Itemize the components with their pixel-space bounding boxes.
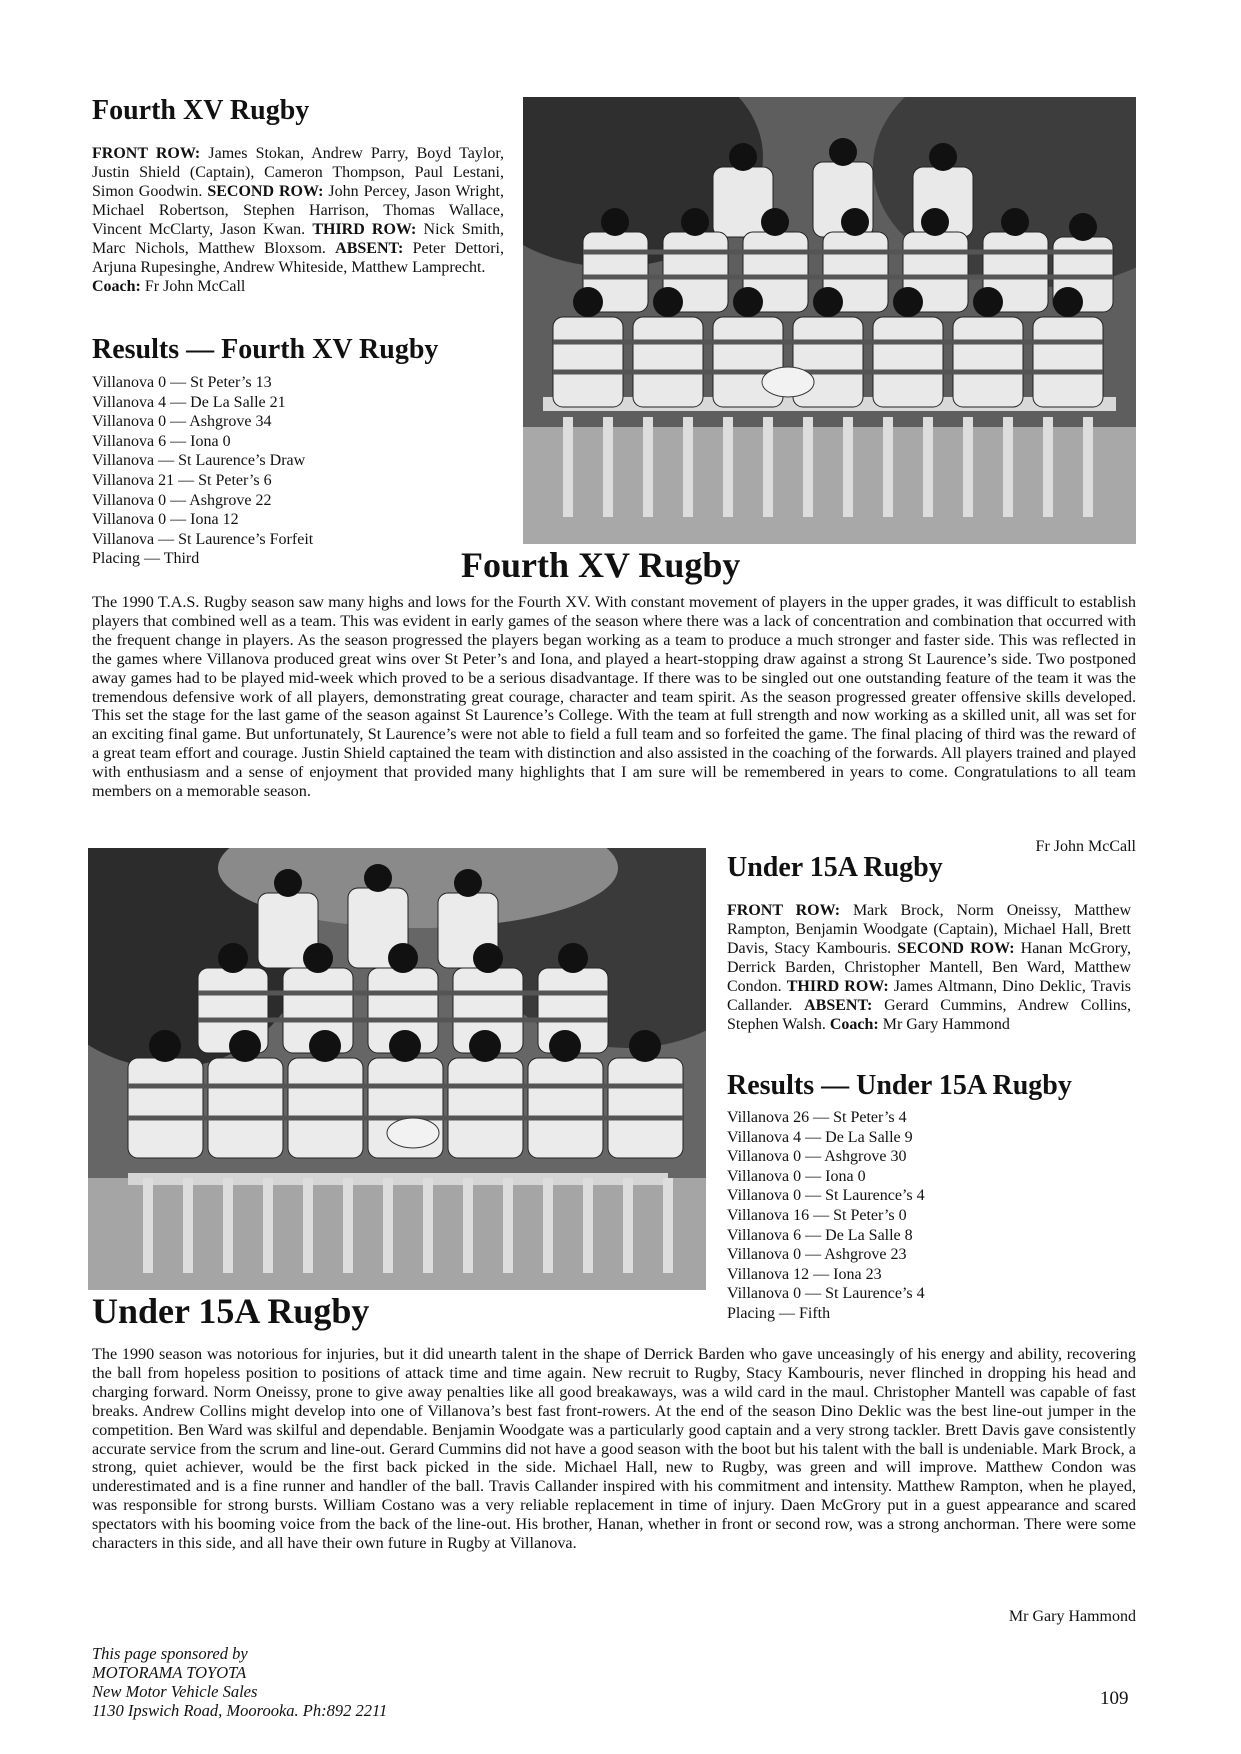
coach-label: Coach: <box>92 278 141 295</box>
result-item: Villanova 6 — Iona 0 <box>92 432 231 450</box>
sponsor-line: New Motor Vehicle Sales <box>92 1682 258 1701</box>
sponsor-name: MOTORAMA TOYOTA <box>92 1663 247 1682</box>
result-item: Placing — Third <box>92 550 200 568</box>
under-15a-signature: Mr Gary Hammond <box>1008 1608 1136 1625</box>
coach-label: Coach: <box>829 1016 879 1033</box>
absent-label: ABSENT: <box>804 997 873 1014</box>
under-15a-heading: Under 15A Rugby <box>727 852 943 883</box>
result-item: Villanova 0 — Ashgrove 30 <box>727 1148 907 1166</box>
front-row-label: FRONT ROW: <box>92 145 201 162</box>
coach-name: Mr Gary Hammond <box>878 1016 1010 1033</box>
coach-name: Fr John McCall <box>140 278 246 295</box>
under-15a-report: The 1990 season was notorious for injuries, but it did unearth talent in the shape of Derrick Barden who gave unceasingly of his energy and ability, recovering the ball from hopeless position to positions of attack time and time again. New recruit to Rugby, Stacy Kambouris, never flinched in dropping his head and charging forward. Norm Oneissy, prone to give away penalties like all good breakaways, was a wild card in the maul. Christopher Mantell was capable of fast breaks. Andrew Collins might develop into one of Villanova’s best fast front-rowers. At the end of the season Dino Deklic was the best line-out jumper in the competition. Ben Ward was skilful and dependable. Benjamin Woodgate was a particularly good captain and a very strong tackler. Brett Davis gave consistently accurate service from the scrum and line-out. Gerard Cummins did not have a good season with the boot but his talent with the ball is undeniable. Mark Brock, a strong, quiet achiever, would be the first back picked in the side. Michael Hall, new to Rugby, was green and will improve. Matthew Condon was underestimated and is a fine runner and handler of the ball. Travis Callander inspired with his commitment and intensity. Matthew Rampton, when he played, was responsible for strong bursts. William Costano was a very reliable replacement in time of injury. Daen McGrory put in a guest appearance and scared spectators with his booming voice from the back of the line-out. His brother, Hanan, whether in front or second row, was a strong anchorman. There were some characters in this side, and all have their own future in Rugby at Villanova. <box>92 1345 1136 1553</box>
result-item: Villanova 4 — De La Salle 9 <box>727 1128 913 1146</box>
third-row-label: THIRD ROW: <box>786 978 889 995</box>
result-item: Villanova 0 — Iona 0 <box>727 1167 866 1185</box>
result-item: Villanova 16 — St Peter’s 0 <box>727 1206 907 1224</box>
team-photo-illustration <box>88 848 706 1290</box>
result-item: Villanova 0 — St Laurence’s 4 <box>727 1285 925 1303</box>
sponsor-line: This page sponsored by <box>92 1644 248 1663</box>
fourth-xv-report: The 1990 T.A.S. Rugby season saw many highs and lows for the Fourth XV. With constant movement of players in the upper grades, it was difficult to establish players that combined well as a team. This was evident in early games of the season where there was a lack of concentration and combination that occurred with the frequent change in players. As the season progressed the players began working as a team to produce a much stronger and faster side. This was reflected in the games where Villanova produced great wins over St Peter’s and Iona, and played a heart-stopping draw against a strong St Laurence’s side. Two postponed away games had to be played mid-week which proved to be a serious disadvantage. If there was to be singled out one outstanding feature of the team it was the tremendous defensive work of all players, demonstrating great courage, character and team spirit. As the season progressed greater offensive skills developed. This set the stage for the last game of the season against St Laurence’s College. With the team at full strength and now working as a skilled unit, all was set for an exciting final game. But unfortunately, St Laurence’s were not able to field a full team and so forfeited the game. The final placing of third was the reward of a great team effort and courage. Justin Shield captained the team with distinction and also assisted in the coaching of the forwards. All players trained and played with enthusiasm and a sense of enjoyment that provided many highlights that I am sure will be remembered in years to come. Congratulations to all team members on a memorable season. <box>92 593 1136 801</box>
absent-names: Gerard Cummins, Andrew Collins, Stephen Walsh. <box>727 997 1131 1033</box>
result-item: Villanova 0 — St Peter’s 13 <box>92 374 272 391</box>
under-15a-photo-caption: Under 15A Rugby <box>92 1291 370 1331</box>
result-item: Placing — Fifth <box>727 1304 831 1322</box>
second-row-names: John Percey, Jason Wright, Michael Robertson, Stephen Harrison, Thomas Wallace, Vincent McClarty, Jason Kwan. <box>92 183 505 238</box>
team-photo-illustration <box>523 97 1136 544</box>
second-row-label: SECOND ROW: <box>897 940 1015 957</box>
result-item: Villanova 26 — St Peter’s 4 <box>727 1109 907 1126</box>
result-item: Villanova 0 — Ashgrove 34 <box>92 413 272 431</box>
fourth-xv-results-heading: Results — Fourth XV Rugby <box>92 334 439 365</box>
fourth-xv-signature: Fr John McCall <box>1035 838 1136 855</box>
under-15a-roster <box>727 901 1131 1034</box>
fourth-xv-roster <box>92 144 504 296</box>
third-row-names: James Altmann, Dino Deklic, Travis Callander. <box>727 978 1131 1014</box>
absent-names: Peter Dettori, Arjuna Rupesinghe, Andrew Whiteside, Matthew Lamprecht. <box>92 240 504 276</box>
page-number: 109 <box>1100 1688 1129 1709</box>
front-row-label: FRONT ROW: <box>727 902 841 919</box>
third-row-label: THIRD ROW: <box>312 221 417 238</box>
fourth-xv-team-photo <box>523 97 1136 544</box>
result-item: Villanova 0 — Ashgrove 22 <box>92 491 272 509</box>
third-row-names: Nick Smith, Marc Nichols, Matthew Bloxsom. <box>92 221 505 257</box>
result-item: Villanova 21 — St Peter’s 6 <box>92 471 272 489</box>
result-item: Villanova — St Laurence’s Forfeit <box>92 530 314 548</box>
result-item: Villanova 0 — St Laurence’s 4 <box>727 1187 925 1205</box>
fourth-xv-heading: Fourth XV Rugby <box>92 95 310 126</box>
fourth-xv-photo-caption: Fourth XV Rugby <box>461 545 741 585</box>
second-row-label: SECOND ROW: <box>207 183 324 200</box>
sponsor-block <box>92 1644 387 1720</box>
result-item: Villanova 6 — De La Salle 8 <box>727 1226 913 1244</box>
result-item: Villanova 0 — Ashgrove 23 <box>727 1246 907 1264</box>
result-item: Villanova — St Laurence’s Draw <box>92 452 306 470</box>
second-row-names: Hanan McGrory, Derrick Barden, Christopher Mantell, Ben Ward, Matthew Condon. <box>727 940 1131 995</box>
fourth-xv-results-list <box>92 373 313 569</box>
sponsor-address: 1130 Ipswich Road, Moorooka. Ph:892 2211 <box>92 1701 388 1720</box>
result-item: Villanova 4 — De La Salle 21 <box>92 393 286 411</box>
under-15a-team-photo <box>88 848 706 1290</box>
front-row-names: James Stokan, Andrew Parry, Boyd Taylor, Justin Shield (Captain), Cameron Thompson, Paul Lestani, Simon Goodwin. <box>92 145 505 200</box>
absent-label: ABSENT: <box>335 240 404 257</box>
under-15a-results-list <box>727 1108 925 1324</box>
under-15a-results-heading: Results — Under 15A Rugby <box>727 1070 1072 1101</box>
front-row-names: Mark Brock, Norm Oneissy, Matthew Rampton, Benjamin Woodgate (Captain), Michael Hall, Brett Davis, Stacy Kambouris. <box>727 902 1132 957</box>
result-item: Villanova 0 — Iona 12 <box>92 511 239 529</box>
result-item: Villanova 12 — Iona 23 <box>727 1265 882 1283</box>
